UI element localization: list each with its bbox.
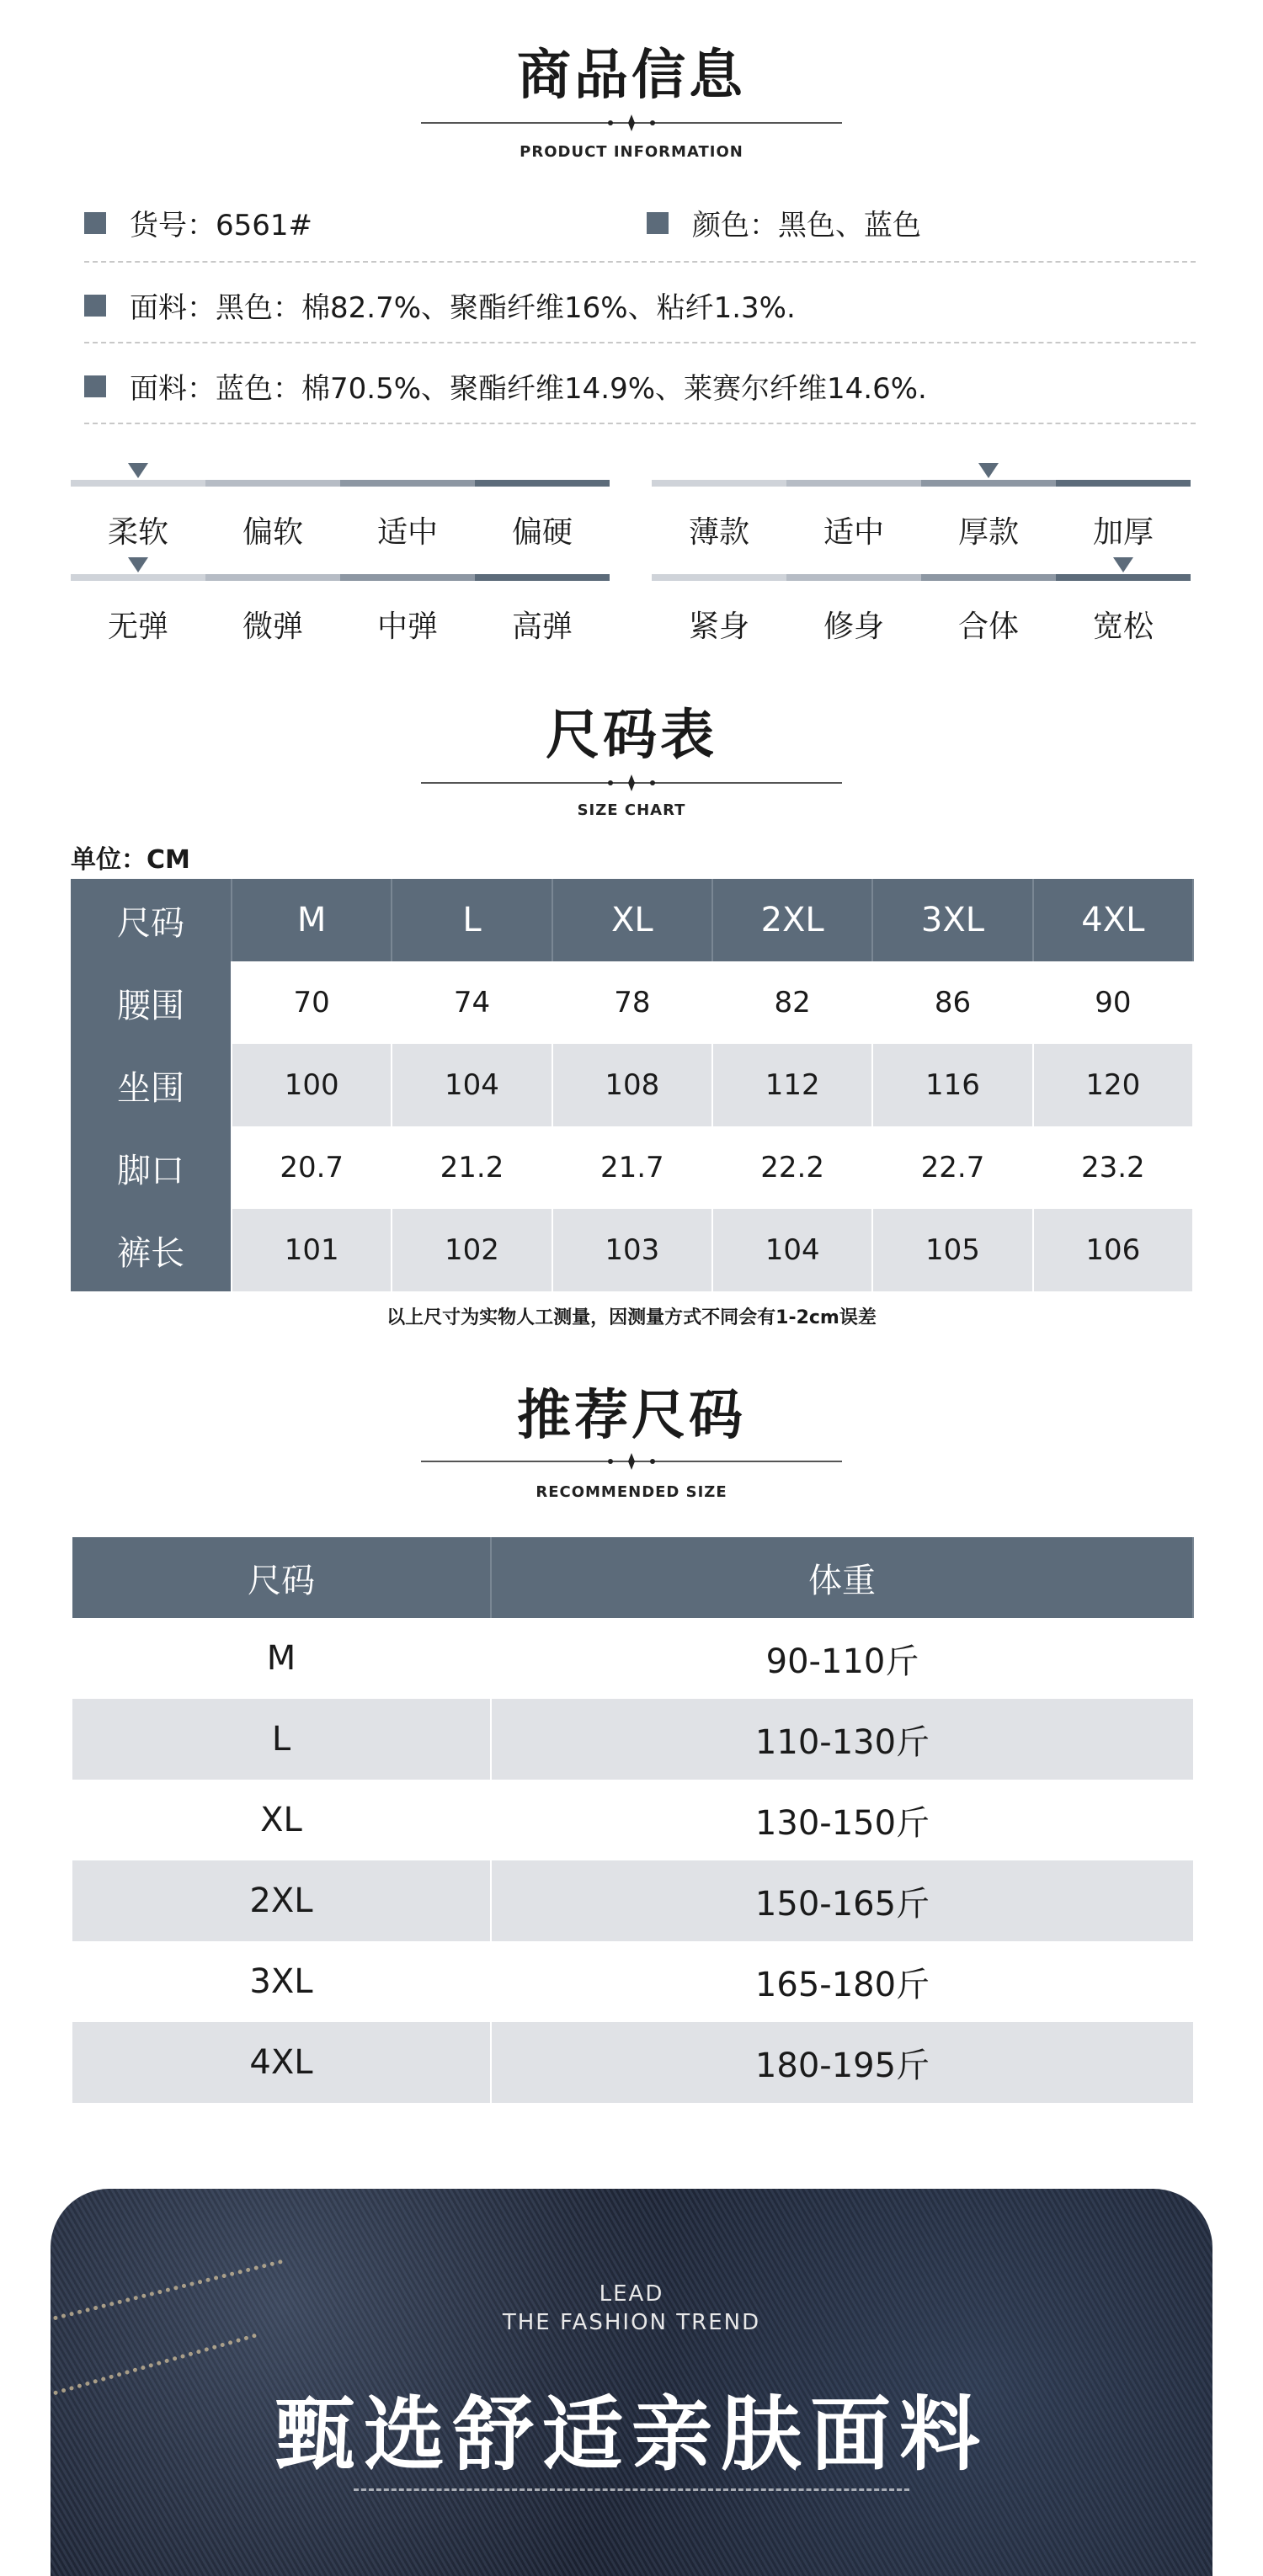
size-cell: 90	[1033, 961, 1193, 1044]
table-row	[72, 1780, 1193, 1860]
banner-line2: THE FASHION TREND	[502, 2310, 761, 2335]
weight-cell: 90-110斤	[765, 1642, 919, 1681]
table-row	[72, 1618, 1193, 1699]
weight-cell: 110-130斤	[491, 1699, 1193, 1780]
scale-label: 修身	[823, 609, 884, 644]
scale-segment	[652, 574, 786, 581]
size-header-cell: 3XL	[872, 879, 1032, 961]
size-cell: 104	[712, 1209, 872, 1291]
selected-marker-icon	[1113, 557, 1133, 572]
bullet-square-icon	[84, 212, 106, 234]
table-row	[71, 1209, 1193, 1291]
size-cell: 22.7	[872, 1126, 1032, 1209]
size-cell: 21.2	[392, 1126, 552, 1209]
bullet-square-icon	[84, 375, 106, 397]
size-cell: 108	[552, 1044, 712, 1126]
size-cell: 105	[872, 1209, 1032, 1291]
item-number: 货号：6561#	[130, 209, 313, 242]
size-cell: 86	[872, 961, 1032, 1044]
scale-label: 高弹	[511, 609, 573, 644]
scale-label: 紧身	[688, 609, 749, 644]
measurement-label: 腰围	[71, 961, 232, 1044]
weight-cell: 130-150斤	[754, 1803, 930, 1843]
scale-segment	[340, 574, 475, 581]
size-chart-subtitle: SIZE CHART	[577, 801, 686, 819]
measurement-note: 以上尺寸为实物人工测量，因测量方式不同会有1-2cm误差	[386, 1307, 877, 1328]
fabric-black: 面料：黑色：棉82.7%、聚酯纤维16%、粘纤1.3%.	[130, 291, 796, 325]
recommended-header-cell: 尺码	[72, 1537, 491, 1618]
scale-segment	[921, 480, 1056, 487]
scale-label: 适中	[823, 515, 884, 550]
scale-label: 微弹	[242, 609, 303, 644]
bullet-square-icon	[647, 212, 669, 234]
recommended-header-cell: 体重	[491, 1537, 1193, 1618]
size-cell: 101	[232, 1209, 392, 1291]
banner-headline: 甄选舒适亲肤面料	[274, 2387, 989, 2482]
size-cell: 70	[232, 961, 392, 1044]
selected-marker-icon	[978, 463, 999, 478]
size-cell: 3XL	[72, 1941, 491, 2022]
size-cell: 23.2	[1033, 1126, 1193, 1209]
info-row-1	[84, 202, 1196, 261]
table-row	[71, 1044, 1193, 1126]
scale-label: 偏软	[242, 515, 303, 550]
selected-marker-icon	[128, 557, 148, 572]
size-cell: 104	[392, 1044, 552, 1126]
info-row-2	[84, 285, 1196, 343]
scale-segment	[921, 574, 1056, 581]
scale-label: 中弹	[376, 609, 438, 644]
size-header-cell: M	[232, 879, 392, 961]
thickness-scale	[652, 480, 1191, 572]
product-info-subtitle: PRODUCT INFORMATION	[520, 143, 743, 161]
recommended-title: 推荐尺码	[517, 1385, 746, 1447]
recommended-size-table	[72, 1537, 1194, 2103]
size-cell: 112	[712, 1044, 872, 1126]
table-row	[71, 1126, 1193, 1209]
measurement-label: 坐围	[71, 1044, 232, 1126]
size-cell: 116	[872, 1044, 1032, 1126]
scale-segment	[71, 574, 205, 581]
table-row	[72, 2022, 1193, 2103]
selected-marker-icon	[128, 463, 148, 478]
product-info-title: 商品信息	[517, 45, 746, 107]
scale-label: 偏硬	[511, 515, 573, 550]
size-cell: 22.2	[712, 1126, 872, 1209]
size-header-cell: XL	[552, 879, 712, 961]
scale-segment	[786, 480, 921, 487]
table-row	[72, 1699, 1193, 1780]
softness-scale	[71, 480, 610, 572]
scale-segment	[786, 574, 921, 581]
scale-segment	[205, 480, 340, 487]
size-chart-table	[71, 879, 1194, 1291]
scale-label: 加厚	[1092, 515, 1154, 550]
recommended-subtitle: RECOMMENDED SIZE	[536, 1483, 727, 1501]
weight-cell: 150-165斤	[491, 1860, 1193, 1941]
size-cell: 21.7	[552, 1126, 712, 1209]
size-header-cell: 4XL	[1033, 879, 1193, 961]
size-cell: 20.7	[232, 1126, 392, 1209]
size-cell: 102	[392, 1209, 552, 1291]
scale-label: 适中	[376, 515, 438, 550]
size-cell: 78	[552, 961, 712, 1044]
size-cell: M	[72, 1618, 491, 1699]
weight-cell: 180-195斤	[491, 2022, 1193, 2103]
table-row	[72, 1860, 1193, 1941]
scale-segment	[1056, 574, 1191, 581]
info-row-3	[84, 365, 1196, 424]
dashed-divider	[84, 342, 1196, 343]
elasticity-scale	[71, 574, 610, 667]
fit-scale	[652, 574, 1191, 667]
scale-segment	[340, 480, 475, 487]
fabric-banner	[51, 2189, 1212, 2576]
scale-label: 宽松	[1092, 609, 1154, 644]
fabric-blue: 面料：蓝色：棉70.5%、聚酯纤维14.9%、莱赛尔纤维14.6%.	[130, 372, 927, 406]
scale-segment	[71, 480, 205, 487]
scale-segment	[652, 480, 786, 487]
measurement-label: 裤长	[71, 1209, 232, 1291]
size-cell: 100	[232, 1044, 392, 1126]
size-cell: 74	[392, 961, 552, 1044]
scale-segment	[475, 480, 610, 487]
dashed-divider	[84, 261, 1196, 263]
size-cell: L	[72, 1699, 491, 1780]
size-cell: 4XL	[72, 2022, 491, 2103]
size-header-cell: L	[392, 879, 552, 961]
size-cell: XL	[72, 1780, 491, 1860]
scale-segment	[475, 574, 610, 581]
size-cell: 106	[1033, 1209, 1193, 1291]
size-header-cell: 2XL	[712, 879, 872, 961]
scale-label: 合体	[957, 609, 1019, 644]
size-cell: 82	[712, 961, 872, 1044]
banner-divider	[354, 2488, 909, 2491]
scale-label: 柔软	[107, 515, 168, 550]
title-ornament	[421, 774, 842, 791]
table-row	[72, 1941, 1193, 2022]
color-info: 颜色：黑色、蓝色	[692, 209, 921, 242]
scale-label: 无弹	[107, 609, 168, 644]
dashed-divider	[84, 423, 1196, 424]
size-cell: 120	[1033, 1044, 1193, 1126]
bullet-square-icon	[84, 295, 106, 317]
scale-segment	[1056, 480, 1191, 487]
scale-label: 薄款	[688, 515, 749, 550]
measurement-label: 脚口	[71, 1126, 232, 1209]
size-chart-title: 尺码表	[546, 705, 717, 767]
scale-segment	[205, 574, 340, 581]
banner-line1: LEAD	[599, 2281, 664, 2307]
size-header-cell: 尺码	[71, 879, 232, 961]
scale-label: 厚款	[957, 515, 1019, 550]
size-cell: 2XL	[72, 1860, 491, 1941]
table-row	[71, 961, 1193, 1044]
weight-cell: 165-180斤	[754, 1965, 930, 2004]
title-ornament	[421, 114, 842, 131]
title-ornament	[421, 1453, 842, 1470]
unit-label: 单位：CM	[71, 845, 190, 875]
size-cell: 103	[552, 1209, 712, 1291]
